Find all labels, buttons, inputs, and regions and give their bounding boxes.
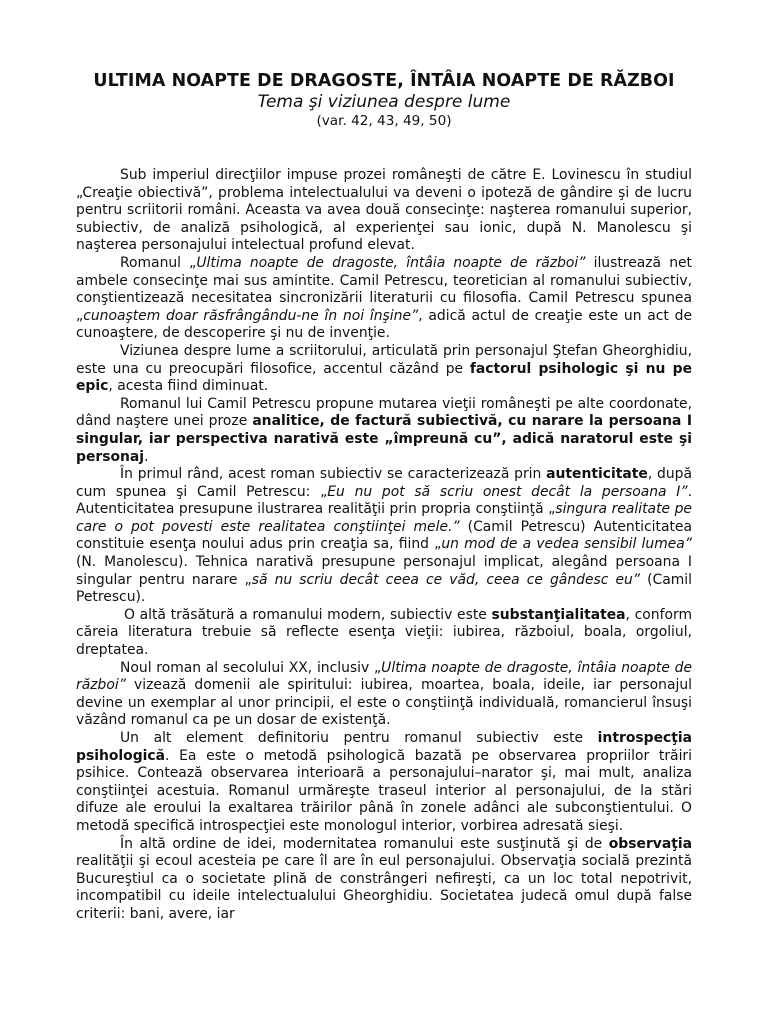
text-segment: O altă trăsătură a romanului modern, subiectiv este: [124, 606, 492, 623]
text-segment: În primul rând, acest roman subiectiv se caracterizează prin: [120, 466, 547, 483]
italic-segment: Ultima noapte de dragoste, întâia noapte de război”: [76, 659, 692, 694]
paragraph-authenticity: [76, 466, 692, 607]
document-page: [76, 70, 692, 924]
paragraph-spirit-domains: [76, 660, 692, 730]
document-body: [76, 167, 692, 924]
bold-segment: substanţialitatea: [491, 606, 626, 623]
text-segment: Romanul lui Camil Petrescu propune mutarea vieţii româneşti pe alte coordonate, dând naştere unei proze: [76, 395, 692, 430]
italic-segment: cunoaştem doar răsfrângându-ne în noi înşine”: [83, 307, 419, 324]
paragraph-observation: [76, 836, 692, 924]
italic-segment: un mod de a vedea sensibil lumea”: [441, 536, 692, 553]
text-segment: realităţii şi ecoul acesteia pe care îl are în eul personajului. Observaţia socială prezintă Bucureştiul ca o societate plină de constrângeri nefireşti, ca un loc total nepotrivit, incompatibil cu ideile intelectualului Gheorghidiu. Societatea judecă omul după false criterii: bani, avere, iar: [76, 853, 692, 922]
text-segment: (Camil Petrescu) Autenticitatea constituie esenţa noului adus prin creaţia sa, fiind „: [76, 518, 692, 553]
text-segment: . Ea este o metodă psihologică bazată pe observarea propriilor trăiri psihice. Contează observarea interioară a personajului–narator şi, mai mult, analiza conştiinţei acestuia. Romanul urmăreşte traseul interior al personajului, de la stări difuze ale eroului la exaltarea trăirilor până în zonele adânci ale subconştientului. O metodă specifică introspecţiei este monologul interior, vorbirea adresată sieşi.: [76, 747, 692, 834]
variant-numbers: (var. 42, 43, 49, 50): [316, 113, 452, 129]
text-segment: Sub imperiul direcţiilor impuse prozei româneşti de către E. Lovinescu în studiul „Creaţie obiectivă”, problema intelectualului va deveni o ipoteză de gândire şi de lucru pentru scriitorii români. Aceasta va avea două consecinţe: naşterea romanului superior, subiectiv, de analiză psihologică, al experienţei sau ionic, după N. Manolescu şi naşterea personajului intelectual profund elevat.: [76, 167, 692, 254]
text-segment: , adică actul de creaţie este un act de cunoaştere, de descoperire şi nu de invenţie.: [76, 307, 692, 342]
paragraph-substantiality: [76, 607, 692, 660]
italic-segment: singura realitate pe care o pot povesti este realitatea conştiinţei mele.”: [76, 501, 692, 535]
italic-segment: să nu scriu decât ceea ce văd, ceea ce gândesc eu”: [251, 571, 641, 588]
text-segment: (N. Manolescu). Tehnica narativă presupune personajul implicat, alegând persoana I singular pentru narare „: [76, 554, 692, 588]
text-segment: Viziunea despre lume a scriitorului, articulată prin personajul Ştefan Gheorghidiu, este una cu preocupări filosofice, accentul căzând pe: [76, 342, 692, 377]
bold-segment: analitice, de factură subiectivă, cu narare la persoana I singular, iar perspectiva narativă este „împreună cu”, adică naratorul este şi personaj: [76, 413, 692, 465]
text-segment: , după cum spunea şi Camil Petrescu: „: [76, 466, 692, 500]
paragraph-intro: [76, 167, 692, 255]
text-segment: Un alt element definitoriu pentru romanul subiectiv este: [120, 730, 598, 746]
bold-segment: autenticitate: [546, 466, 648, 483]
text-segment: , conform căreia literatura trebuie să reflecte esenţa vieţii: iubirea, războiul, boala, orgoliul, dreptatea.: [76, 606, 692, 659]
text-segment: ilustrează net ambele consecinţe mai sus amintite. Camil Petrescu, teoretician al romanului subiectiv, conştientizează necesitatea sincronizării literaturii cu filosofia. Camil Petrescu spunea „: [76, 254, 692, 324]
paragraph-novel-consequences: [76, 255, 692, 343]
bold-segment: observaţia: [608, 835, 692, 852]
text-segment: (Camil Petrescu).: [76, 571, 692, 606]
title-block: [76, 70, 692, 131]
paragraph-analytical-prose: [76, 396, 692, 466]
text-segment: .: [144, 448, 149, 465]
paragraph-introspection: [76, 730, 692, 836]
italic-segment: Eu nu pot să scriu onest decât la persoana I”: [327, 483, 688, 500]
text-segment: , acesta fiind diminuat.: [108, 378, 269, 395]
italic-segment: Ultima noapte de dragoste, întâia noapte de război”: [196, 254, 586, 271]
text-segment: Noul roman al secolului XX, inclusiv „: [120, 659, 382, 676]
text-segment: . Autenticitatea presupune ilustrarea realităţii prin propria conştiinţă „: [76, 483, 692, 518]
text-segment: În altă ordine de idei, modernitatea romanului este susţinută şi de: [120, 835, 609, 852]
document-title: ULTIMA NOAPTE DE DRAGOSTE, ÎNTÂIA NOAPTE DE RĂZBOI: [93, 71, 675, 91]
bold-segment: factorul psihologic şi nu pe epic: [76, 360, 693, 395]
bold-segment: introspecţia psihologică: [76, 730, 692, 764]
text-segment: Romanul „: [120, 254, 197, 271]
paragraph-worldview: [76, 343, 692, 396]
text-segment: vizează domenii ale spiritului: iubirea, moartea, boala, ideile, iar personajul devine un exemplar al unor principii, el este o conştiinţă individuală, romancierul însuşi văzând romanul ca pe un dosar de existenţă.: [76, 677, 692, 729]
document-subtitle: Tema şi viziunea despre lume: [257, 92, 511, 112]
